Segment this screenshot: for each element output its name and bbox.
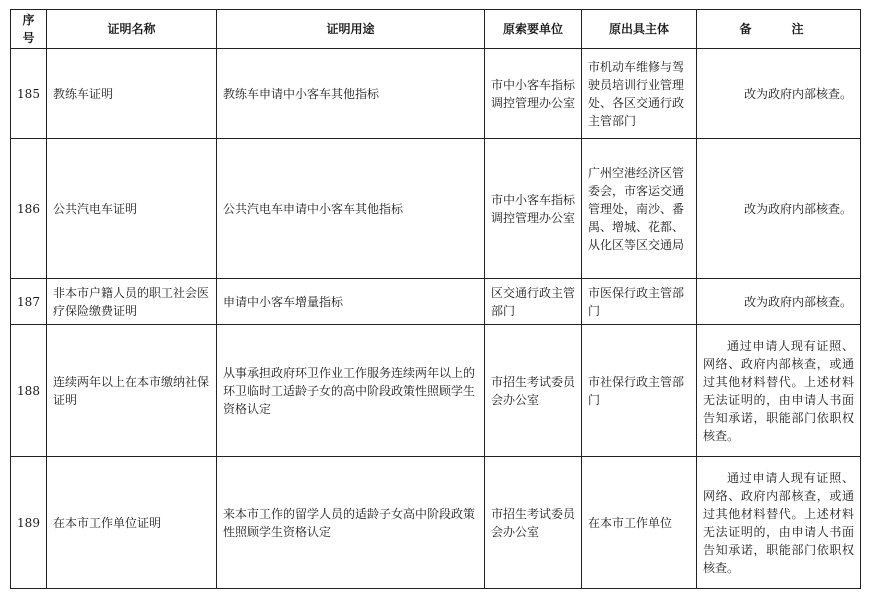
table-header-row — [11, 10, 861, 49]
row-purpose: 公共汽电车申请中小客车其他指标 — [217, 139, 485, 279]
table-row — [11, 49, 861, 139]
header-issuer: 原出具主体 — [582, 10, 697, 49]
header-no: 序号 — [11, 10, 47, 49]
certificate-table — [10, 9, 861, 589]
row-purpose: 教练车申请中小客车其他指标 — [217, 49, 485, 139]
row-requester: 区交通行政主管部门 — [485, 279, 582, 325]
row-issuer: 在本市工作单位 — [582, 457, 697, 589]
row-purpose: 申请中小客车增量指标 — [217, 279, 485, 325]
row-remark: 改为政府内部核查。 — [697, 139, 861, 279]
table-row — [11, 325, 861, 457]
row-remark: 通过申请人现有证照、网络、政府内部核查，或通过其他材料替代。上述材料无法证明的，由申请人书面告知承诺，职能部门依职权核查。 — [697, 325, 861, 457]
row-no: 186 — [11, 139, 47, 279]
row-no: 188 — [11, 325, 47, 457]
row-no: 187 — [11, 279, 47, 325]
header-name: 证明名称 — [47, 10, 217, 49]
row-issuer: 市社保行政主管部门 — [582, 325, 697, 457]
row-requester: 市招生考试委员会办公室 — [485, 457, 582, 589]
row-requester: 市招生考试委员会办公室 — [485, 325, 582, 457]
table-row — [11, 457, 861, 589]
row-name: 公共汽电车证明 — [47, 139, 217, 279]
row-no: 185 — [11, 49, 47, 139]
row-requester: 市中小客车指标调控管理办公室 — [485, 49, 582, 139]
row-no: 189 — [11, 457, 47, 589]
row-name: 在本市工作单位证明 — [47, 457, 217, 589]
row-issuer: 市医保行政主管部门 — [582, 279, 697, 325]
row-purpose: 来本市工作的留学人员的适龄子女高中阶段政策性照顾学生资格认定 — [217, 457, 485, 589]
header-remark: 备 注 — [697, 10, 861, 49]
row-remark: 通过申请人现有证照、网络、政府内部核查，或通过其他材料替代。上述材料无法证明的，由申请人书面告知承诺，职能部门依职权核查。 — [697, 457, 861, 589]
row-name: 连续两年以上在本市缴纳社保证明 — [47, 325, 217, 457]
header-requester: 原索要单位 — [485, 10, 582, 49]
row-name: 教练车证明 — [47, 49, 217, 139]
row-purpose: 从事承担政府环卫作业工作服务连续两年以上的环卫临时工适龄子女的高中阶段政策性照顾学生资格认定 — [217, 325, 485, 457]
table-row — [11, 139, 861, 279]
row-issuer: 广州空港经济区管委会，市客运交通管理处，南沙、番禺、增城、花都、从化区等区交通局 — [582, 139, 697, 279]
row-remark: 改为政府内部核查。 — [697, 49, 861, 139]
row-remark: 改为政府内部核查。 — [697, 279, 861, 325]
header-purpose: 证明用途 — [217, 10, 485, 49]
row-name: 非本市户籍人员的职工社会医疗保险缴费证明 — [47, 279, 217, 325]
row-issuer: 市机动车维修与驾驶员培训行业管理处、各区交通行政主管部门 — [582, 49, 697, 139]
row-requester: 市中小客车指标调控管理办公室 — [485, 139, 582, 279]
table-row — [11, 279, 861, 325]
